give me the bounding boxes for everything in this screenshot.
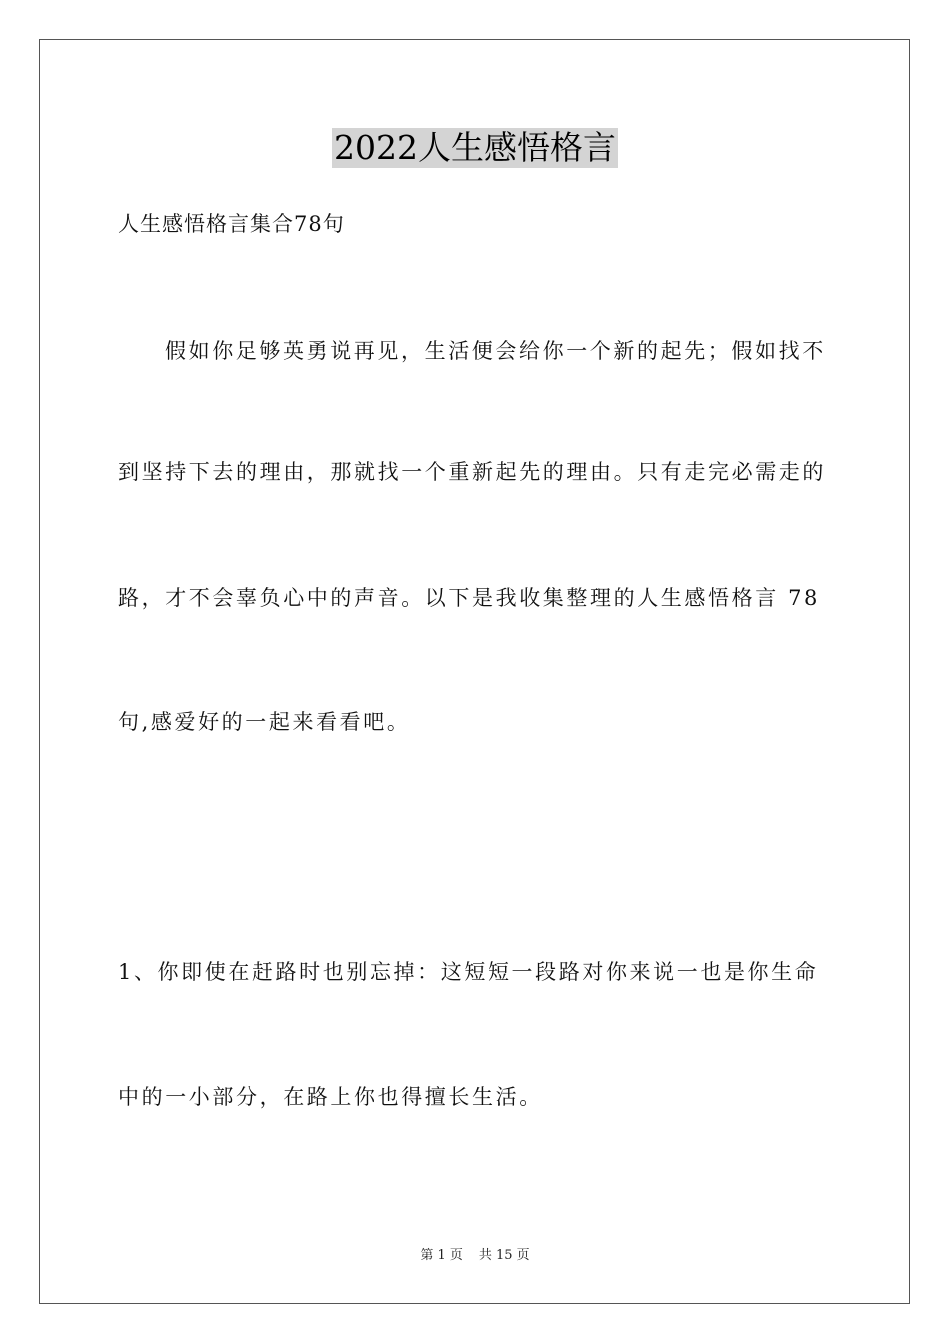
item-1-line-1: 1、你即使在赶路时也别忘掉：这短短一段路对你来说一也是你生命 bbox=[118, 960, 819, 984]
title-container bbox=[0, 128, 950, 168]
intro-line-1: 假如你足够英勇说再见，生活便会给你一个新的起先；假如找不 bbox=[165, 339, 826, 363]
item-1-line-2: 中的一小部分，在路上你也得擅长生活。 bbox=[118, 1085, 543, 1109]
document-subtitle: 人生感悟格言集合78句 bbox=[118, 212, 345, 236]
page-footer bbox=[0, 1247, 950, 1265]
intro-line-2: 到坚持下去的理由，那就找一个重新起先的理由。只有走完必需走的 bbox=[118, 460, 826, 484]
document-title: 2022人生感悟格言 bbox=[334, 128, 616, 167]
total-pages: 共 15 页 bbox=[478, 1248, 530, 1263]
intro-line-3: 路，才不会辜负心中的声音。以下是我收集整理的人生感悟格言 78 bbox=[118, 586, 820, 610]
intro-line-4: 句,感爱好的一起来看看吧。 bbox=[118, 710, 411, 734]
page-number: 第 1 页 bbox=[420, 1248, 463, 1263]
